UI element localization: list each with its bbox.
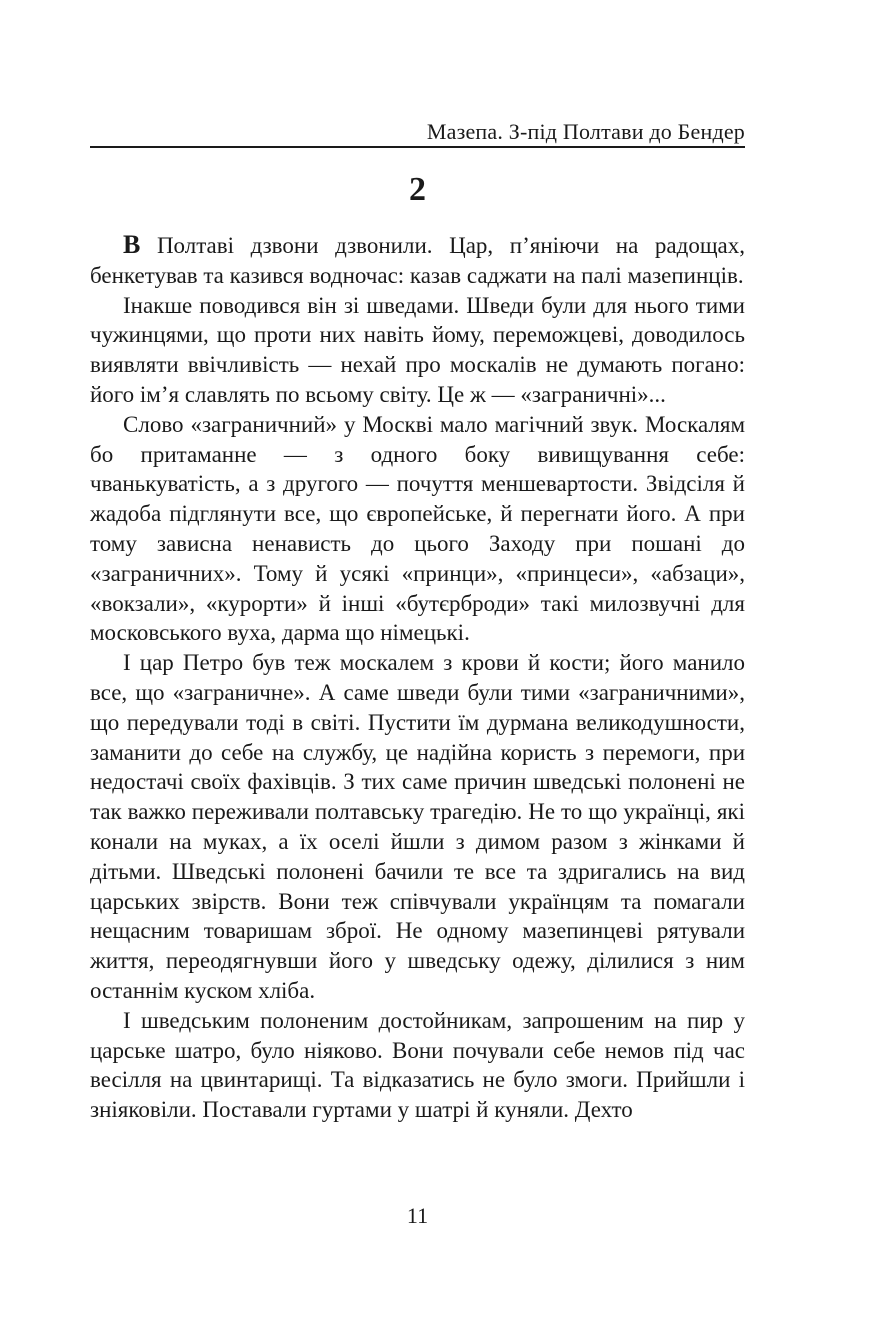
chapter-number: 2: [409, 171, 426, 208]
drop-cap: В: [123, 230, 141, 259]
running-head-title: Мазепа. З-під Полтави до Бендер: [426, 119, 745, 144]
body-text: [90, 230, 745, 1125]
paragraph-5: І шведським полоненим достойникам, запрошеним на пир у царське шатро, було ніяково. Вони почували себе немов під час весілля на цвинтарищі. Та відказатись не було змоги. Прийшли і зніяковіли. Поставали гуртами у шатрі й куняли. Дехто: [90, 1007, 745, 1123]
paragraph-3: Слово «заграничний» у Москві мало магічний звук. Москалям бо притаманне — з одного боку вивищування себе: чванькуватість, а з другого — почуття меншевартости. Звідсіля й жадоба підглянути все, що європейське, й перегнати його. А при тому зависна ненависть до цього Заходу при пошані до «заграничних». Тому й усякі «принци», «принцеси», «абзаци», «вокзали», «курорти» й інші «бутєрброди» такі милозвучні для московського вуха, дарма що німецькі.: [90, 411, 745, 646]
paragraph-4: І цар Петро був теж москалем з крови й кости; його манило все, що «заграничне». А саме шведи були тими «заграничними», що передували тоді в світі. Пустити їм дурмана великодушности, заманити до себе на службу, це надійна користь з перемоги, при недостачі своїх фахівців. З тих саме причин шведські полонені не так важко переживали полтавську трагедію. Не то що українці, які конали на муках, а їх оселі йшли з димом разом з жінками й дітьми. Шведські полонені бачили те все та здригались на вид царських звірств. Вони теж співчували українцям та помагали нещасним товаришам зброї. Не одному мазепинцеві рятували життя, переодягнувши його у шведську одежу, ділилися з ним останнім куском хліба.: [90, 650, 745, 1003]
header-divider: [90, 146, 745, 148]
paragraph-1-text: Полтаві дзвони дзвонили. Цар, п’яніючи на радощах, бенкетував та казився водночас: казав саджати на палі мазепинців.: [90, 233, 745, 288]
page-number: 11: [406, 1203, 429, 1228]
paragraph-2: Інакше поводився він зі шведами. Шведи були для нього тими чужинцями, що проти них навіть йому, переможцеві, доводилось виявляти ввічливість — нехай про москалів не думають погано: його ім’я славлять по всьому світу. Це ж — «заграничні»...: [90, 292, 745, 407]
paragraph-1: [90, 230, 745, 291]
